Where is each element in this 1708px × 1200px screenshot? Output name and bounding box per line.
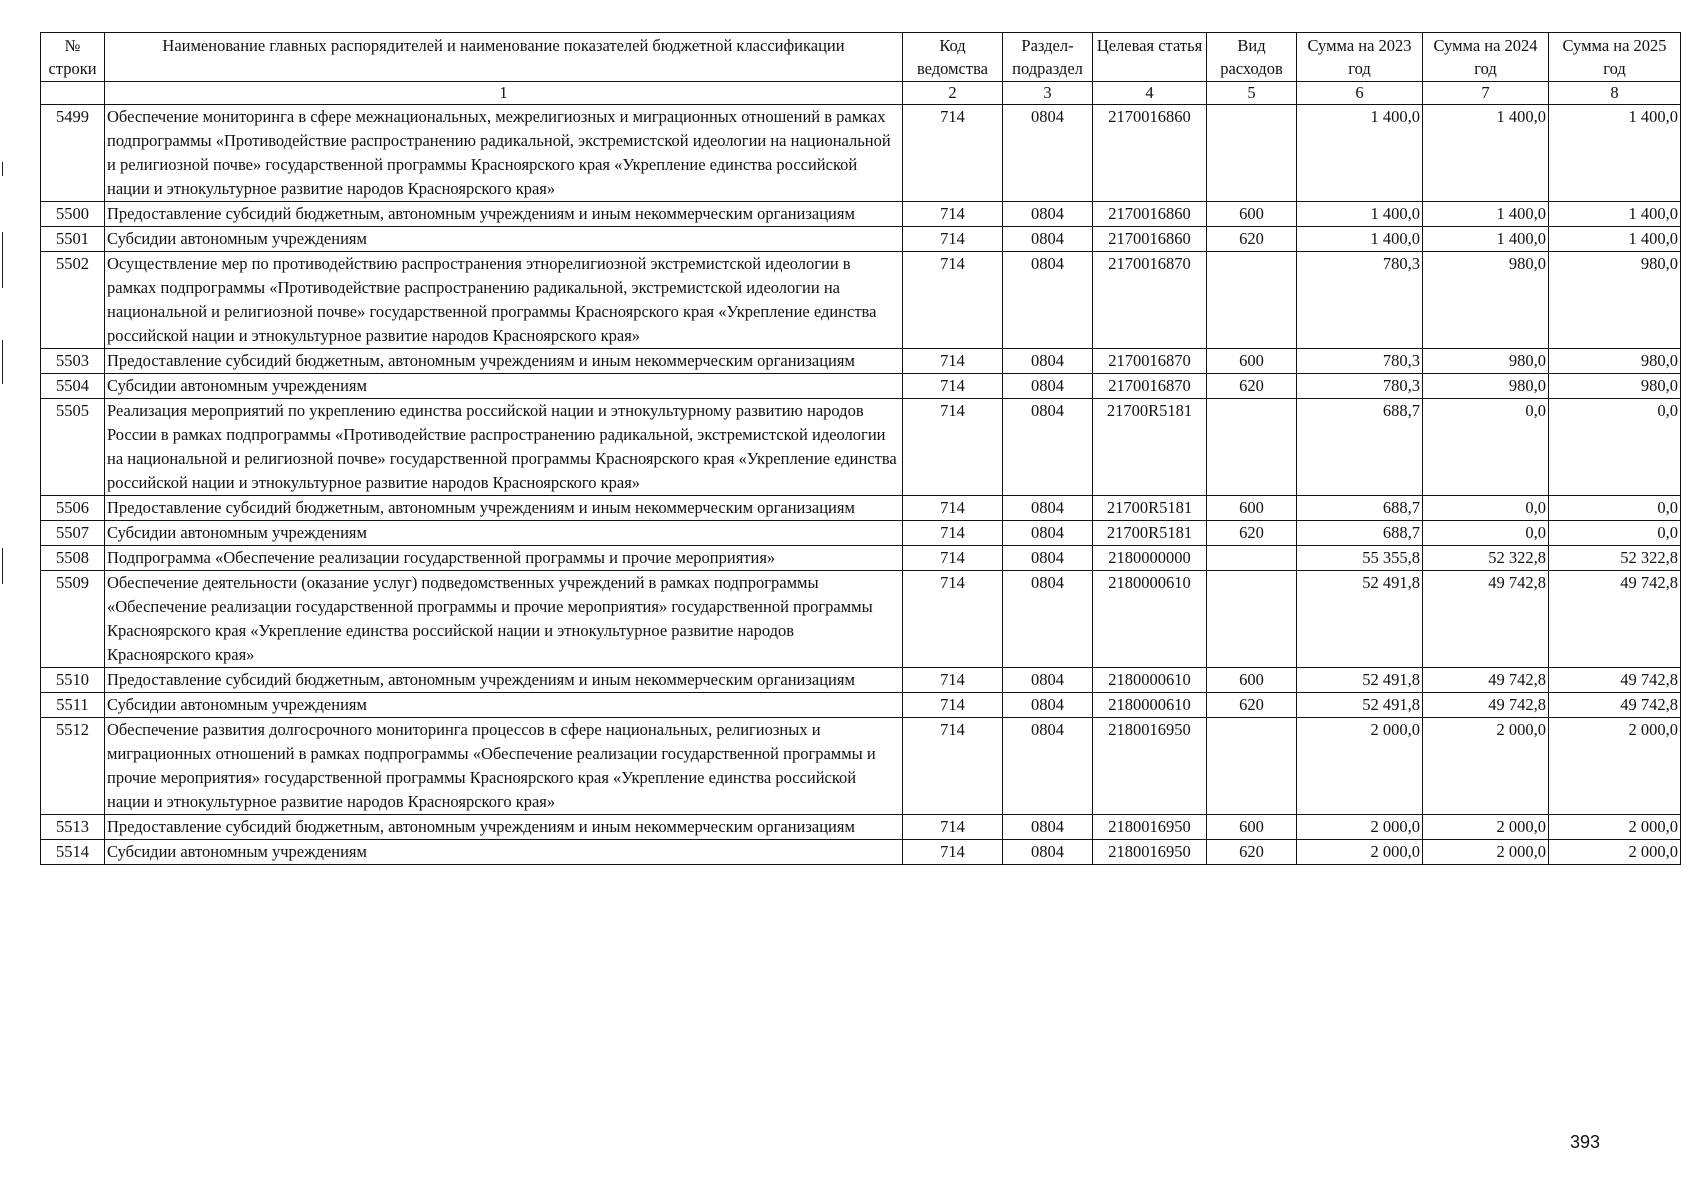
sum-2023-cell: 688,7	[1297, 496, 1423, 521]
sum-2025-cell: 0,0	[1549, 496, 1681, 521]
header-sum-2025: Сумма на 2025 год	[1549, 33, 1681, 82]
department-code-cell: 714	[903, 718, 1003, 815]
column-number: 6	[1297, 82, 1423, 105]
expense-type-cell: 620	[1207, 693, 1297, 718]
row-number-cell: 5513	[41, 815, 105, 840]
department-code-cell: 714	[903, 840, 1003, 865]
target-item-cell: 2180016950	[1093, 718, 1207, 815]
item-name-cell: Предоставление субсидий бюджетным, автономным учреждениям и иным некоммерческим организациям	[105, 815, 903, 840]
sum-2025-cell: 0,0	[1549, 521, 1681, 546]
table-row	[41, 227, 1681, 252]
row-number-cell: 5509	[41, 571, 105, 668]
table-row	[41, 718, 1681, 815]
sum-2023-cell: 1 400,0	[1297, 227, 1423, 252]
department-code-cell: 714	[903, 105, 1003, 202]
sum-2025-cell: 1 400,0	[1549, 105, 1681, 202]
column-number: 4	[1093, 82, 1207, 105]
section-code-cell: 0804	[1003, 718, 1093, 815]
table-row	[41, 546, 1681, 571]
section-code-cell: 0804	[1003, 571, 1093, 668]
table-row	[41, 374, 1681, 399]
row-number-cell: 5511	[41, 693, 105, 718]
header-section: Раздел-подраздел	[1003, 33, 1093, 82]
item-name-cell: Субсидии автономным учреждениям	[105, 227, 903, 252]
item-name-cell: Субсидии автономным учреждениям	[105, 521, 903, 546]
row-number-cell: 5502	[41, 252, 105, 349]
target-item-cell: 2180000610	[1093, 693, 1207, 718]
column-number: 2	[903, 82, 1003, 105]
target-item-cell: 2170016860	[1093, 105, 1207, 202]
item-name-cell: Осуществление мер по противодействию распространения этнорелигиозной экстремистской идеологии в рамках подпрограммы «Противодействие распространению радикальной, экстремистской идеологии на национальной и религиозной почве» государственной программы Красноярского края «Укрепление единства российской нации и этнокультурное развитие народов Красноярского края»	[105, 252, 903, 349]
row-number-cell: 5514	[41, 840, 105, 865]
section-code-cell: 0804	[1003, 668, 1093, 693]
sum-2023-cell: 688,7	[1297, 399, 1423, 496]
budget-table	[40, 32, 1681, 865]
item-name-cell: Обеспечение мониторинга в сфере межнациональных, межрелигиозных и миграционных отношений в рамках подпрограммы «Противодействие распространению радикальной, экстремистской идеологии на национальной и религиозной почве» государственной программы Красноярского края «Укрепление единства российской нации и этнокультурное развитие народов Красноярского края»	[105, 105, 903, 202]
section-code-cell: 0804	[1003, 521, 1093, 546]
sum-2023-cell: 688,7	[1297, 521, 1423, 546]
sum-2024-cell: 1 400,0	[1423, 227, 1549, 252]
table-row	[41, 252, 1681, 349]
column-number: 1	[105, 82, 903, 105]
column-number: 7	[1423, 82, 1549, 105]
sum-2023-cell: 2 000,0	[1297, 718, 1423, 815]
sum-2025-cell: 1 400,0	[1549, 227, 1681, 252]
sum-2024-cell: 980,0	[1423, 252, 1549, 349]
column-number: 5	[1207, 82, 1297, 105]
item-name-cell: Предоставление субсидий бюджетным, автономным учреждениям и иным некоммерческим организациям	[105, 202, 903, 227]
sum-2023-cell: 52 491,8	[1297, 693, 1423, 718]
sum-2024-cell: 980,0	[1423, 374, 1549, 399]
item-name-cell: Предоставление субсидий бюджетным, автономным учреждениям и иным некоммерческим организациям	[105, 668, 903, 693]
table-row	[41, 668, 1681, 693]
expense-type-cell	[1207, 252, 1297, 349]
page-number: 393	[1570, 1132, 1601, 1152]
section-code-cell: 0804	[1003, 374, 1093, 399]
sum-2024-cell: 52 322,8	[1423, 546, 1549, 571]
sum-2024-cell: 0,0	[1423, 521, 1549, 546]
expense-type-cell: 600	[1207, 349, 1297, 374]
department-code-cell: 714	[903, 521, 1003, 546]
sum-2024-cell: 1 400,0	[1423, 105, 1549, 202]
table-row	[41, 399, 1681, 496]
table-row	[41, 202, 1681, 227]
sum-2023-cell: 2 000,0	[1297, 815, 1423, 840]
sum-2024-cell: 49 742,8	[1423, 571, 1549, 668]
department-code-cell: 714	[903, 374, 1003, 399]
department-code-cell: 714	[903, 815, 1003, 840]
header-sum-2023: Сумма на 2023 год	[1297, 33, 1423, 82]
sum-2025-cell: 49 742,8	[1549, 668, 1681, 693]
section-code-cell: 0804	[1003, 399, 1093, 496]
table-row	[41, 571, 1681, 668]
sum-2024-cell: 1 400,0	[1423, 202, 1549, 227]
sum-2023-cell: 780,3	[1297, 252, 1423, 349]
department-code-cell: 714	[903, 668, 1003, 693]
target-item-cell: 2180016950	[1093, 840, 1207, 865]
sum-2024-cell: 49 742,8	[1423, 693, 1549, 718]
section-code-cell: 0804	[1003, 105, 1093, 202]
margin-mark	[2, 232, 3, 288]
section-code-cell: 0804	[1003, 693, 1093, 718]
section-code-cell: 0804	[1003, 815, 1093, 840]
expense-type-cell: 600	[1207, 496, 1297, 521]
column-number: 8	[1549, 82, 1681, 105]
row-number-cell: 5501	[41, 227, 105, 252]
row-number-cell: 5504	[41, 374, 105, 399]
table-row	[41, 521, 1681, 546]
target-item-cell: 2170016870	[1093, 374, 1207, 399]
target-item-cell: 2180000000	[1093, 546, 1207, 571]
target-item-cell: 2180016950	[1093, 815, 1207, 840]
expense-type-cell: 600	[1207, 202, 1297, 227]
table-row	[41, 693, 1681, 718]
expense-type-cell	[1207, 718, 1297, 815]
header-sum-2024: Сумма на 2024 год	[1423, 33, 1549, 82]
header-department-code: Код ведомства	[903, 33, 1003, 82]
sum-2023-cell: 55 355,8	[1297, 546, 1423, 571]
row-number-cell: 5506	[41, 496, 105, 521]
row-number-cell: 5510	[41, 668, 105, 693]
sum-2024-cell: 49 742,8	[1423, 668, 1549, 693]
item-name-cell: Субсидии автономным учреждениям	[105, 840, 903, 865]
sum-2025-cell: 52 322,8	[1549, 546, 1681, 571]
header-name: Наименование главных распорядителей и наименование показателей бюджетной классификации	[105, 33, 903, 82]
sum-2023-cell: 1 400,0	[1297, 202, 1423, 227]
expense-type-cell: 620	[1207, 374, 1297, 399]
expense-type-cell: 600	[1207, 815, 1297, 840]
item-name-cell: Подпрограмма «Обеспечение реализации государственной программы и прочие мероприятия»	[105, 546, 903, 571]
target-item-cell: 2170016860	[1093, 227, 1207, 252]
sum-2023-cell: 52 491,8	[1297, 571, 1423, 668]
margin-mark	[2, 340, 3, 384]
target-item-cell: 2170016870	[1093, 252, 1207, 349]
target-item-cell: 2180000610	[1093, 668, 1207, 693]
expense-type-cell: 600	[1207, 668, 1297, 693]
table-row	[41, 496, 1681, 521]
sum-2023-cell: 52 491,8	[1297, 668, 1423, 693]
row-number-cell: 5508	[41, 546, 105, 571]
expense-type-cell: 620	[1207, 227, 1297, 252]
sum-2024-cell: 2 000,0	[1423, 815, 1549, 840]
sum-2025-cell: 980,0	[1549, 252, 1681, 349]
section-code-cell: 0804	[1003, 840, 1093, 865]
sum-2025-cell: 2 000,0	[1549, 815, 1681, 840]
item-name-cell: Субсидии автономным учреждениям	[105, 693, 903, 718]
department-code-cell: 714	[903, 496, 1003, 521]
sum-2025-cell: 49 742,8	[1549, 693, 1681, 718]
item-name-cell: Обеспечение деятельности (оказание услуг) подведомственных учреждений в рамках подпрограммы «Обеспечение реализации государственной программы и прочие мероприятия» государственной программы Красноярского края «Укрепление единства российской нации и этнокультурное развитие народов Красноярского края»	[105, 571, 903, 668]
expense-type-cell: 620	[1207, 521, 1297, 546]
sum-2024-cell: 980,0	[1423, 349, 1549, 374]
item-name-cell: Предоставление субсидий бюджетным, автономным учреждениям и иным некоммерческим организациям	[105, 349, 903, 374]
department-code-cell: 714	[903, 252, 1003, 349]
department-code-cell: 714	[903, 202, 1003, 227]
sum-2025-cell: 980,0	[1549, 374, 1681, 399]
item-name-cell: Реализация мероприятий по укреплению единства российской нации и этнокультурному развитию народов России в рамках подпрограммы «Противодействие распространению радикальной, экстремистской идеологии на национальной и религиозной почве» государственной программы Красноярского края «Укрепление единства российской нации и этнокультурное развитие народов Красноярского края»	[105, 399, 903, 496]
section-code-cell: 0804	[1003, 227, 1093, 252]
row-number-cell: 5507	[41, 521, 105, 546]
header-expense-type: Вид расходов	[1207, 33, 1297, 82]
table-row	[41, 105, 1681, 202]
item-name-cell: Обеспечение развития долгосрочного мониторинга процессов в сфере национальных, религиозных и миграционных отношений в рамках подпрограммы «Обеспечение реализации государственной программы и прочие мероприятия» государственной программы Красноярского края «Укрепление единства российской нации и этнокультурное развитие народов Красноярского края»	[105, 718, 903, 815]
sum-2025-cell: 49 742,8	[1549, 571, 1681, 668]
target-item-cell: 21700R5181	[1093, 521, 1207, 546]
table-row	[41, 840, 1681, 865]
expense-type-cell	[1207, 546, 1297, 571]
sum-2024-cell: 0,0	[1423, 496, 1549, 521]
sum-2024-cell: 2 000,0	[1423, 840, 1549, 865]
header-row-number: № строки	[41, 33, 105, 82]
sum-2024-cell: 0,0	[1423, 399, 1549, 496]
sum-2024-cell: 2 000,0	[1423, 718, 1549, 815]
sum-2023-cell: 2 000,0	[1297, 840, 1423, 865]
sum-2023-cell: 780,3	[1297, 349, 1423, 374]
sum-2025-cell: 0,0	[1549, 399, 1681, 496]
column-number-row	[41, 82, 1681, 105]
target-item-cell: 2170016860	[1093, 202, 1207, 227]
table-row	[41, 815, 1681, 840]
margin-mark	[2, 548, 3, 584]
column-number: 3	[1003, 82, 1093, 105]
row-number-cell: 5499	[41, 105, 105, 202]
expense-type-cell: 620	[1207, 840, 1297, 865]
item-name-cell: Предоставление субсидий бюджетным, автономным учреждениям и иным некоммерческим организациям	[105, 496, 903, 521]
department-code-cell: 714	[903, 546, 1003, 571]
sum-2025-cell: 2 000,0	[1549, 840, 1681, 865]
section-code-cell: 0804	[1003, 349, 1093, 374]
sum-2025-cell: 1 400,0	[1549, 202, 1681, 227]
expense-type-cell	[1207, 105, 1297, 202]
item-name-cell: Субсидии автономным учреждениям	[105, 374, 903, 399]
table-body	[41, 105, 1681, 865]
sum-2023-cell: 780,3	[1297, 374, 1423, 399]
target-item-cell: 2180000610	[1093, 571, 1207, 668]
section-code-cell: 0804	[1003, 496, 1093, 521]
table-row	[41, 349, 1681, 374]
target-item-cell: 21700R5181	[1093, 399, 1207, 496]
table-header-row	[41, 33, 1681, 82]
department-code-cell: 714	[903, 571, 1003, 668]
column-number	[41, 82, 105, 105]
row-number-cell: 5500	[41, 202, 105, 227]
department-code-cell: 714	[903, 693, 1003, 718]
sum-2025-cell: 2 000,0	[1549, 718, 1681, 815]
row-number-cell: 5505	[41, 399, 105, 496]
header-target-item: Целевая статья	[1093, 33, 1207, 82]
expense-type-cell	[1207, 571, 1297, 668]
section-code-cell: 0804	[1003, 202, 1093, 227]
department-code-cell: 714	[903, 227, 1003, 252]
section-code-cell: 0804	[1003, 252, 1093, 349]
sum-2025-cell: 980,0	[1549, 349, 1681, 374]
row-number-cell: 5512	[41, 718, 105, 815]
department-code-cell: 714	[903, 349, 1003, 374]
department-code-cell: 714	[903, 399, 1003, 496]
section-code-cell: 0804	[1003, 546, 1093, 571]
margin-mark	[2, 162, 3, 176]
sum-2023-cell: 1 400,0	[1297, 105, 1423, 202]
target-item-cell: 21700R5181	[1093, 496, 1207, 521]
expense-type-cell	[1207, 399, 1297, 496]
row-number-cell: 5503	[41, 349, 105, 374]
target-item-cell: 2170016870	[1093, 349, 1207, 374]
